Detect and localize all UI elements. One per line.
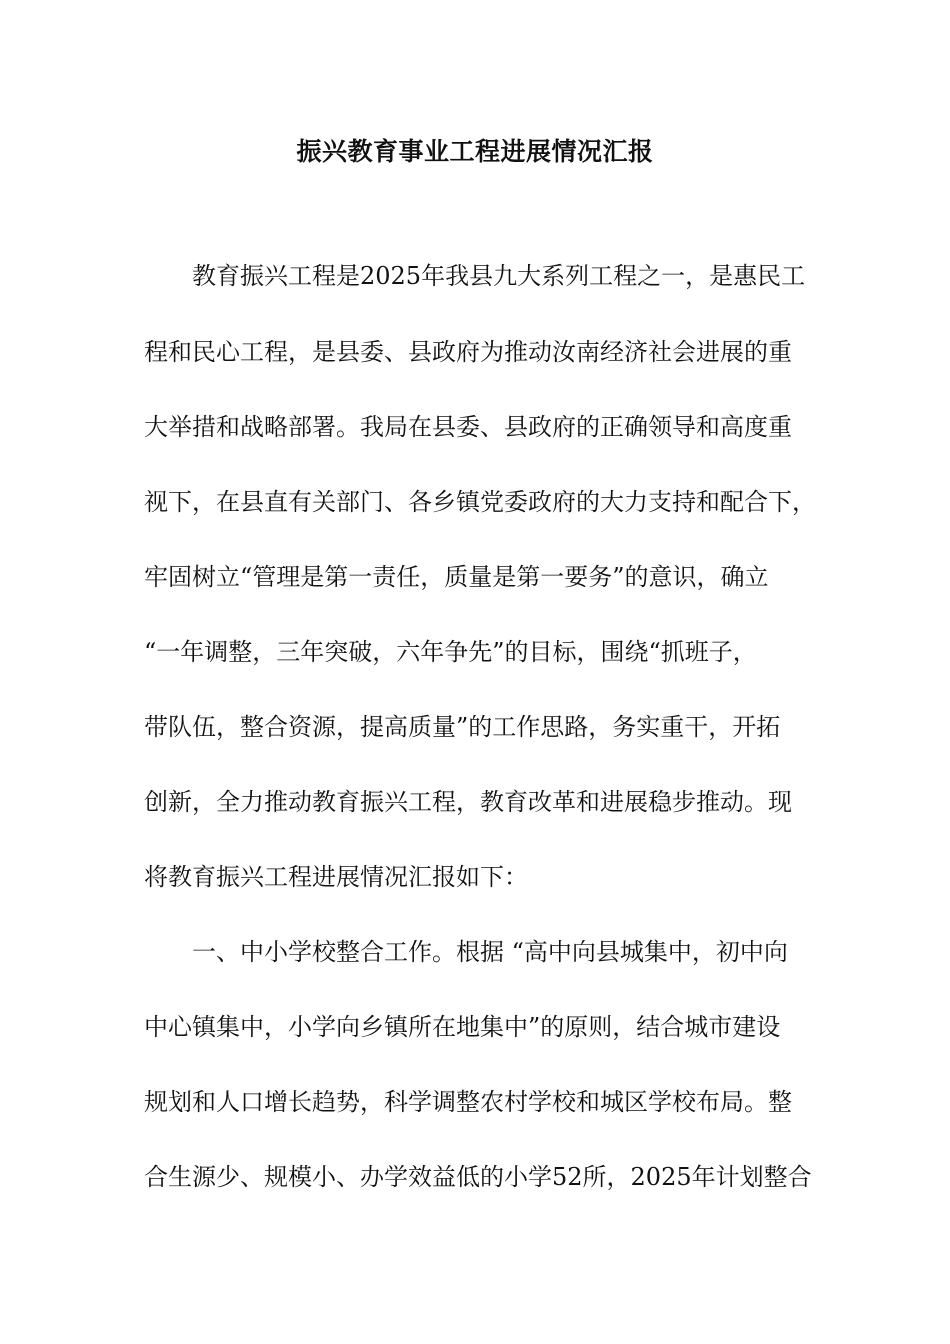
paragraph-line: 视下，在县直有关部门、各乡镇党委政府的大力支持和配合下， — [144, 488, 816, 516]
paragraph-line: 大举措和战略部署。我局在县委、县政府的正确领导和高度重 — [144, 413, 792, 441]
paragraph-line: 中心镇集中，小学向乡镇所在地集中”的原则，结合城市建设 — [144, 1013, 781, 1041]
paragraph-line: 一、中小学校整合工作。根据 “高中向县城集中，初中向 — [144, 938, 788, 966]
paragraph-line: 将教育振兴工程进展情况汇报如下： — [144, 863, 528, 891]
paragraph-line: 程和民心工程，是县委、县政府为推动汝南经济社会进展的重 — [144, 338, 792, 366]
paragraph-line: 创新，全力推动教育振兴工程，教育改革和进展稳步推动。现 — [144, 788, 792, 816]
paragraph-line: 牢固树立“管理是第一责任，质量是第一要务”的意识，确立 — [144, 563, 769, 591]
paragraph-line: 合生源少、规模小、办学效益低的小学52所，2025年计划整合 — [144, 1163, 812, 1191]
paragraph-line: 教育振兴工程是2025年我县九大系列工程之一，是惠民工 — [144, 262, 806, 290]
paragraph-line: 带队伍，整合资源，提高质量”的工作思路，务实重干，开拓 — [144, 713, 781, 741]
paragraph-line: “一年调整，三年突破，六年争先”的目标，围绕“抓班子， — [144, 638, 757, 666]
paragraph-line: 规划和人口增长趋势，科学调整农村学校和城区学校布局。整 — [144, 1088, 792, 1116]
document-title: 振兴教育事业工程进展情况汇报 — [296, 137, 654, 166]
